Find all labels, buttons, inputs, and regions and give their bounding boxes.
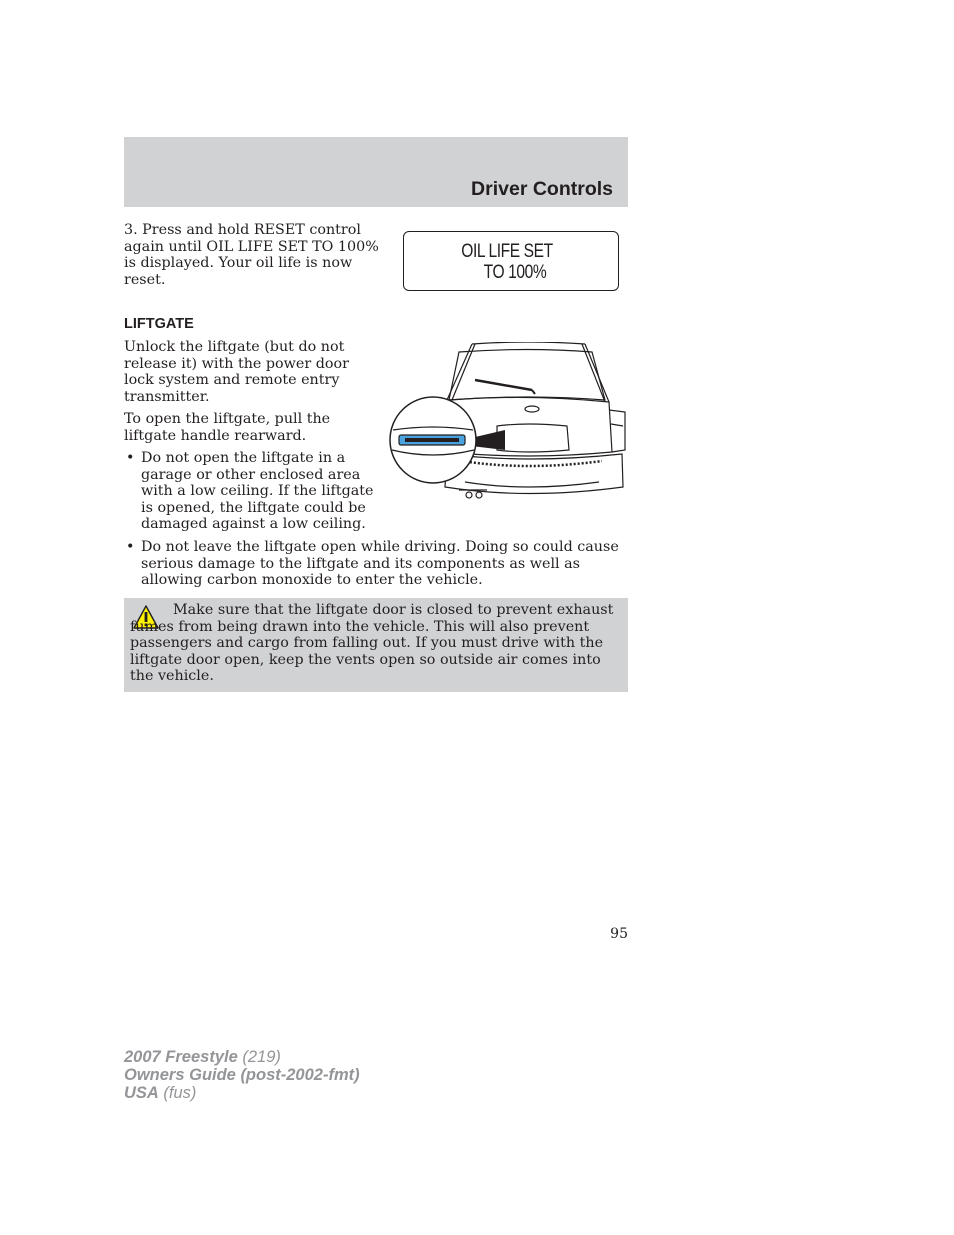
footer-model: 2007 Freestyle	[124, 1048, 238, 1066]
bullet-text: Do not leave the liftgate open while driving. Doing so could cause serious damage to the liftgate and its components as well as allowing carbon monoxide to enter the vehicle.	[141, 539, 619, 588]
step-3-text: 3. Press and hold RESET control again until OIL LIFE SET TO 100% is displayed. Your oil life is now reset.	[124, 222, 379, 288]
bullet-item	[124, 539, 628, 589]
footer-line-1	[124, 1048, 360, 1066]
liftgate-paragraph-2: To open the liftgate, pull the liftgate handle rearward.	[124, 411, 331, 444]
liftgate-paragraph-1: Unlock the liftgate (but do not release it) with the power door lock system and remote entry transmitter.	[124, 339, 349, 405]
footer-market: USA	[124, 1084, 159, 1102]
warning-text: Make sure that the liftgate door is closed to prevent exhaust fumes from being drawn into the vehicle. This will also prevent passengers and cargo from falling out. If you must drive with the liftgate door open, keep the vents open so outside air comes into the vehicle.	[130, 602, 614, 684]
liftgate-illustration	[387, 342, 627, 507]
liftgate-heading: LIFTGATE	[124, 316, 194, 332]
display-line-1: OIL LIFE SET	[461, 241, 553, 262]
oil-life-display	[403, 231, 619, 291]
section-title: Driver Controls	[471, 178, 613, 200]
footer-market-code: (fus)	[158, 1084, 197, 1102]
page-number: 95	[610, 926, 628, 942]
footer-guide: Owners Guide (post-2002-fmt)	[124, 1066, 360, 1084]
section-header-band	[124, 137, 628, 207]
bullet-symbol: •	[126, 450, 135, 466]
footer	[124, 1048, 360, 1102]
bullet-item	[124, 450, 381, 533]
warning-box	[124, 598, 628, 692]
bullet-symbol: •	[126, 539, 135, 555]
footer-line-2	[124, 1066, 360, 1084]
display-line-2: TO 100%	[483, 262, 547, 283]
footer-line-3	[124, 1084, 360, 1102]
footer-model-code: (219)	[237, 1048, 281, 1066]
bullet-text: Do not open the liftgate in a garage or other enclosed area with a low ceiling. If the liftgate is opened, the liftgate could be damaged against a low ceiling.	[141, 450, 374, 532]
